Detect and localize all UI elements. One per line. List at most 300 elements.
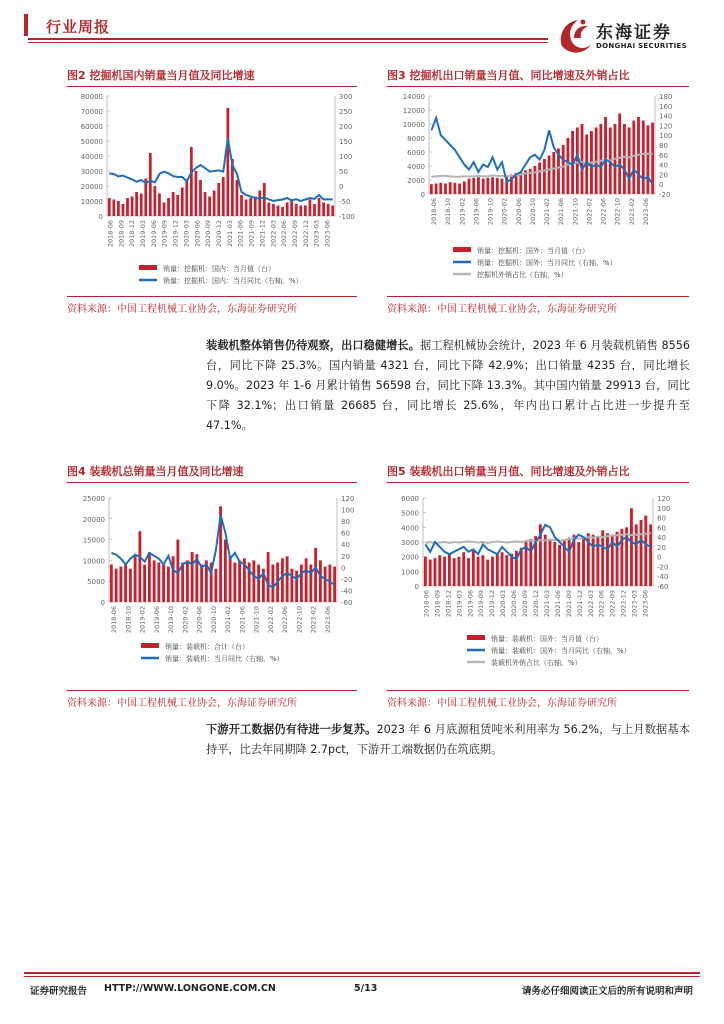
fig3-left-tick: 4000: [407, 163, 425, 171]
fig4-bar: [238, 560, 241, 602]
fig4-x-tick-label: 2020-02: [181, 606, 190, 634]
fig5-x-tick-label: 2018-12: [444, 590, 453, 618]
fig5-bar: [434, 558, 437, 586]
fig4-bar: [191, 552, 194, 602]
fig2-x-tick-label: 2022-03: [269, 220, 278, 248]
fig3-bar: [453, 183, 456, 194]
fig4-title-rule: [67, 482, 357, 483]
fig2-bar: [304, 206, 307, 217]
fig5-x-tick-label: 2021-06: [553, 590, 562, 618]
fig4-x-tick-label: 2021-10: [252, 606, 261, 634]
fig3-bar: [468, 179, 471, 194]
fig3-legend-label: 销量：挖掘机：国外：当月同比（右轴，%）: [477, 259, 617, 267]
fig2-x-tick-label: 2022-09: [291, 220, 299, 248]
fig4-right-tick: -20: [341, 575, 353, 584]
fig4-bar: [224, 540, 227, 602]
donghai-logo-icon: [556, 16, 594, 56]
fig2-x-tick-label: 2020-06: [193, 220, 202, 248]
fig4-right-tick: 120: [341, 495, 355, 503]
fig2-left-tick: 50000: [80, 138, 103, 146]
fig2-bar: [140, 194, 143, 217]
fig2-left-tick: 60000: [80, 123, 103, 131]
fig3-right-tick: -20: [659, 191, 671, 199]
fig4-x-tick-label: 2018-06: [110, 606, 119, 634]
fig2-source-rule: [67, 296, 357, 297]
fig4-right-tick: 100: [341, 506, 355, 515]
fig5-legend-swatch: [467, 635, 485, 640]
fig3-x-tick-label: 2021-06: [557, 198, 566, 226]
fig4-bar: [257, 565, 260, 602]
fig2-bar: [327, 204, 330, 216]
fig4-x-tick-label: 2018-10: [124, 606, 133, 634]
fig5-x-tick-label: 2022-06: [597, 590, 606, 618]
fig5-right-tick: 80: [657, 514, 666, 523]
fig2-bar: [322, 203, 325, 217]
fig5-left-tick: 3000: [401, 539, 419, 547]
fig5-bar: [630, 508, 633, 586]
fig2-right-tick: 0: [339, 183, 344, 191]
fig5-right-tick: 40: [657, 534, 666, 543]
fig2-x-tick-label: 2021-06: [236, 220, 245, 248]
fig5-left-tick: 6000: [401, 495, 419, 503]
fig2-x-tick-label: 2022-12: [301, 220, 310, 248]
fig5-x-tick-label: 2019-12: [488, 590, 497, 618]
fig4-bar: [252, 560, 255, 602]
fig2-bar: [158, 194, 161, 217]
fig2-x-tick-label: 2018-12: [128, 220, 137, 248]
fig2-chart: [67, 88, 359, 288]
fig2-bar: [281, 207, 284, 216]
fig5-chart: [387, 486, 689, 682]
fig5-right-tick: 120: [657, 495, 671, 503]
fig3-right-tick: 0: [659, 181, 664, 190]
fig4-left-tick: 10000: [82, 557, 105, 566]
fig4-x-tick-label: 2019-06: [152, 606, 161, 634]
fig5-bar: [553, 542, 556, 586]
fig4-bar: [324, 567, 327, 602]
fig3-bar: [449, 182, 452, 194]
fig3-bar: [562, 145, 565, 194]
fig3-bar: [628, 128, 631, 195]
footer-report-label: 证券研究报告: [30, 986, 88, 997]
fig5-right-tick: -40: [657, 573, 669, 582]
fig3-title: 图3 挖掘机出口销量当月值、同比增速及外销占比: [387, 69, 630, 82]
fig2-source: 资料来源：中国工程机械工业协会，东海证券研究所: [67, 304, 297, 315]
fig3-left-tick: 0: [420, 191, 425, 199]
fig2-bar: [190, 147, 193, 216]
fig4-bar: [181, 562, 184, 602]
fig3-bar: [444, 184, 447, 195]
fig3-source-rule: [387, 296, 689, 297]
fig2-bar: [195, 171, 198, 216]
fig5-bar: [606, 533, 609, 586]
fig4-right-tick: 40: [341, 541, 350, 550]
fig2-bar: [208, 197, 211, 217]
fig5-right-tick: 0: [657, 553, 662, 562]
fig5-bar: [462, 552, 465, 586]
fig3-left-tick: 8000: [407, 135, 425, 143]
fig4-bar: [110, 565, 113, 602]
fig4-x-tick-label: 2021-02: [224, 606, 233, 634]
fig4-bar: [186, 560, 189, 602]
fig3-title-rule: [387, 86, 689, 87]
fig5-legend-label: 销量：装载机：国外：当月值（台）: [491, 635, 603, 643]
fig2-x-tick-label: 2021-03: [225, 220, 234, 248]
fig4-x-tick-label: 2021-06: [238, 606, 247, 634]
fig2-bar: [249, 198, 252, 216]
fig5-bar: [549, 539, 552, 586]
fig5-x-tick-label: 2020-09: [521, 590, 530, 618]
fig5-bar: [644, 516, 647, 586]
fig5-x-tick-label: 2021-12: [575, 590, 584, 618]
fig2-legend-swatch: [139, 265, 157, 270]
paragraph-loader-sales-lead: 装载机整体销售仍待观察，出口稳健增长。: [206, 339, 420, 352]
fig3-right-tick: 40: [659, 161, 668, 170]
fig5-bar: [453, 558, 456, 586]
fig3-x-tick-label: 2022-02: [585, 198, 594, 226]
fig5-bar: [496, 554, 499, 586]
fig3-right-tick: 80: [659, 142, 668, 150]
fig3-left-tick: 6000: [407, 149, 425, 157]
fig3-bar: [552, 152, 555, 194]
fig5-right-tick: 100: [657, 504, 671, 513]
fig2-bar: [176, 195, 179, 216]
fig5-legend-label: 装载机外销占比（右轴，%）: [491, 659, 582, 667]
fig4-right-tick: 20: [341, 552, 350, 561]
fig5-bar: [620, 529, 623, 586]
fig3-x-tick-label: 2022-06: [599, 198, 608, 226]
fig5-bar: [640, 520, 643, 586]
fig5-bar: [558, 545, 561, 586]
header-accent-bar: [24, 14, 28, 36]
fig4-bar: [314, 548, 317, 602]
fig5-x-tick-label: 2021-09: [564, 590, 573, 618]
fig3-bar: [491, 177, 494, 194]
fig3-legend-label: 销量：挖掘机：国外：当月值（台）: [477, 247, 589, 255]
fig3-bar: [496, 178, 499, 194]
fig5-bar: [438, 555, 441, 586]
fig5-x-tick-label: 2022-09: [608, 590, 617, 618]
fig3-right-tick: 180: [659, 93, 673, 101]
fig4-legend-swatch: [141, 643, 159, 648]
fig5-bar: [424, 557, 427, 586]
fig5-x-tick-label: 2019-03: [455, 590, 464, 618]
fig2-bar: [263, 183, 266, 216]
fig5-bar: [510, 554, 513, 586]
fig5-source: 资料来源：中国工程机械工业协会，东海证券研究所: [387, 698, 617, 709]
fig3-bar: [548, 156, 551, 195]
fig5-title-rule: [387, 482, 689, 483]
fig5-x-tick-label: 2023-03: [630, 590, 639, 618]
logo-english-name: DONGHAI SECURITIES: [596, 42, 687, 50]
fig2-x-tick-label: 2018-09: [117, 220, 126, 248]
fig2-bar: [185, 182, 188, 217]
fig5-right-tick: -60: [657, 583, 669, 591]
fig4-right-tick: 0: [341, 564, 346, 573]
fig4-bar: [295, 571, 298, 602]
fig4-bar: [305, 558, 308, 602]
fig3-bar: [463, 181, 466, 194]
fig2-bar: [167, 198, 170, 216]
fig5-bar: [477, 557, 480, 586]
fig3-bar: [538, 163, 541, 195]
fig2-bar: [217, 183, 220, 216]
fig4-legend-label: 销量：装载机：当月同比（右轴，%）: [165, 655, 284, 663]
fig5-x-tick-label: 2018-06: [422, 590, 431, 618]
fig4-bar: [157, 562, 160, 602]
fig5-bar: [501, 552, 504, 586]
fig4-x-tick-label: 2022-06: [281, 606, 290, 634]
fig2-bar: [295, 204, 298, 216]
fig5-bar: [429, 560, 432, 586]
fig4-x-tick-label: 2019-02: [138, 606, 147, 634]
fig3-legend-swatch: [453, 247, 471, 252]
fig3-bar: [458, 184, 461, 195]
fig3-right-tick: 20: [659, 171, 668, 180]
fig3-left-tick: 14000: [402, 93, 425, 101]
fig2-x-tick-label: 2021-09: [247, 220, 256, 248]
fig2-bar: [309, 200, 312, 217]
fig2-bar: [299, 206, 302, 217]
fig2-bar: [226, 108, 229, 216]
fig2-left-tick: 0: [98, 213, 103, 221]
fig5-bar: [568, 538, 571, 586]
fig4-left-tick: 5000: [87, 578, 105, 587]
fig2-bar: [222, 177, 225, 216]
fig3-x-tick-label: 2023-06: [641, 198, 650, 226]
fig5-bar: [448, 554, 451, 586]
fig2-bar: [245, 200, 248, 217]
fig2-x-tick-label: 2022-06: [280, 220, 289, 248]
fig3-right-tick: 140: [659, 112, 673, 121]
fig2-bar: [117, 201, 120, 216]
fig2-legend-label: 销量：挖掘机：国内：当月同比（右轴，%）: [163, 277, 303, 285]
fig5-bar: [443, 557, 446, 586]
fig2-bar: [213, 191, 216, 217]
fig2-yoy-line: [109, 138, 332, 201]
fig4-bar: [172, 556, 175, 602]
fig2-bar: [277, 206, 280, 217]
fig2-bar: [313, 204, 316, 216]
fig3-bar: [647, 125, 650, 194]
fig5-x-tick-label: 2019-09: [477, 590, 486, 618]
fig2-bar: [135, 192, 138, 216]
fig4-bar: [290, 569, 293, 602]
fig5-source-rule: [387, 690, 689, 691]
fig2-bar: [272, 204, 275, 216]
fig2-x-tick-label: 2023-03: [312, 220, 321, 248]
fig4-chart: [67, 486, 359, 682]
footer-disclaimer: 请务必仔细阅读正文后的所有说明和声明: [522, 986, 694, 997]
fig3-x-tick-label: 2020-06: [514, 198, 523, 226]
fig5-bar: [472, 551, 475, 586]
fig5-bar: [616, 532, 619, 586]
paragraph-downstream-body: 2023 年 6 月底源租赁吨米利用率为 56.2%，与上月数据基本持平，比去年同期降 2.7pct，下游开工端数据仍在筑底期。: [206, 723, 690, 756]
fig3-x-tick-label: 2020-10: [528, 198, 537, 226]
fig2-bar: [236, 180, 239, 216]
fig4-x-tick-label: 2022-10: [295, 606, 304, 634]
fig2-x-tick-label: 2020-12: [215, 220, 223, 248]
fig2-x-tick-label: 2019-09: [160, 220, 169, 248]
fig4-left-tick: 15000: [82, 536, 105, 545]
fig4-right-tick: -60: [341, 599, 353, 607]
fig3-bar: [618, 114, 621, 195]
fig2-x-tick-label: 2021-12: [258, 220, 267, 248]
brand-logo: [556, 16, 706, 60]
paragraph-downstream-lead: 下游开工数据仍有待进一步复苏。: [206, 723, 377, 736]
fig5-x-tick-label: 2021-03: [542, 590, 551, 618]
fig4-bar: [119, 567, 122, 602]
fig2-title-rule: [67, 86, 357, 87]
report-type-title: 行业周报: [46, 18, 111, 36]
footer-rule-thin: [24, 976, 700, 977]
fig4-bar: [214, 569, 217, 602]
fig5-bar: [505, 555, 508, 586]
fig4-x-tick-label: 2023-02: [309, 606, 318, 634]
fig3-right-tick: 60: [659, 151, 668, 160]
fig5-legend-label: 销量：装载机：国外：当月同比（右轴，%）: [491, 647, 631, 655]
fig5-bar: [491, 557, 494, 586]
fig2-bar: [258, 191, 261, 217]
fig4-bar: [229, 556, 232, 602]
fig3-x-tick-label: 2021-10: [571, 198, 580, 226]
fig4-bar: [124, 565, 127, 602]
fig4-bar: [319, 560, 322, 602]
fig5-bar: [582, 539, 585, 586]
fig3-bar: [486, 178, 489, 194]
fig4-bar: [200, 565, 203, 602]
fig2-right-tick: 250: [339, 108, 353, 116]
fig5-bar: [544, 535, 547, 586]
fig4-bar: [138, 531, 141, 602]
fig3-bar: [599, 124, 602, 194]
fig2-right-tick: 200: [339, 123, 353, 131]
fig5-left-tick: 5000: [401, 509, 419, 518]
fig2-left-tick: 80000: [80, 93, 103, 101]
fig5-right-tick: 60: [657, 524, 666, 533]
fig3-bar: [501, 179, 504, 194]
fig4-bar: [153, 560, 156, 602]
fig3-bar: [623, 124, 626, 194]
fig2-bar: [254, 197, 257, 217]
fig5-x-tick-label: 2023-06: [641, 590, 650, 618]
fig3-x-tick-label: 2018-06: [430, 198, 439, 226]
fig5-bar: [592, 535, 595, 586]
fig2-left-tick: 40000: [80, 153, 103, 161]
fig3-left-tick: 2000: [407, 177, 425, 185]
fig3-bar: [439, 183, 442, 194]
fig2-bar: [122, 204, 125, 216]
fig5-left-tick: 4000: [401, 524, 419, 533]
fig2-x-tick-label: 2020-09: [204, 220, 213, 248]
fig3-x-tick-label: 2019-10: [486, 198, 495, 226]
fig2-bar: [181, 188, 184, 217]
fig4-x-tick-label: 2020-06: [195, 606, 204, 634]
fig5-right-tick: 20: [657, 543, 666, 552]
fig4-x-tick-label: 2022-02: [266, 606, 275, 634]
fig3-bar: [472, 178, 475, 194]
fig5-x-tick-label: 2019-06: [466, 590, 475, 618]
fig4-bar: [148, 552, 151, 602]
fig5-left-tick: 0: [414, 583, 419, 591]
fig5-x-tick-label: 2020-12: [532, 590, 540, 618]
fig2-bar: [172, 192, 175, 216]
fig3-x-tick-label: 2021-02: [543, 198, 552, 226]
fig3-bar: [632, 121, 635, 195]
fig5-x-tick-label: 2018-09: [433, 590, 442, 618]
fig4-bar: [143, 565, 146, 602]
fig4-left-tick: 20000: [82, 515, 105, 524]
fig2-x-tick-label: 2018-06: [106, 220, 115, 248]
fig4-left-tick: 25000: [82, 495, 105, 503]
fig4-x-tick-label: 2019-10: [167, 606, 176, 634]
footer-website-link[interactable]: HTTP://WWW.LONGONE.COM.CN: [104, 983, 276, 994]
fig5-right-tick: -20: [657, 563, 669, 572]
fig3-x-tick-label: 2018-10: [444, 198, 453, 226]
fig4-legend-label: 销量：装载机：合计（台）: [165, 643, 249, 651]
fig5-x-tick-label: 2020-06: [510, 590, 519, 618]
fig5-bar: [601, 530, 604, 586]
fig5-bar: [481, 555, 484, 586]
fig4-source-rule: [67, 690, 357, 691]
fig5-x-tick-label: 2020-03: [499, 590, 508, 618]
fig2-x-tick-label: 2019-06: [149, 220, 158, 248]
fig2-right-tick: 100: [339, 153, 353, 161]
fig2-bar: [199, 180, 202, 216]
fig3-bar: [581, 124, 584, 194]
fig2-bar: [240, 195, 243, 216]
paragraph-downstream: [206, 720, 690, 760]
fig4-bar: [167, 567, 170, 602]
fig2-bar: [131, 197, 134, 217]
paragraph-loader-sales: [206, 336, 690, 436]
fig2-right-tick: -100: [339, 213, 355, 221]
fig3-legend-label: 挖掘机外销占比（右轴，%）: [477, 271, 568, 279]
fig5-bar: [486, 560, 489, 586]
fig5-bar: [529, 539, 532, 586]
fig2-title: 图2 挖掘机国内销量当月值及同比增速: [67, 69, 255, 82]
fig2-bar: [126, 198, 129, 216]
fig2-right-tick: 300: [339, 93, 353, 101]
fig3-x-tick-label: 2020-02: [500, 198, 509, 226]
fig2-left-tick: 70000: [80, 108, 103, 116]
fig5-bar: [467, 558, 470, 586]
fig5-x-tick-label: 2022-12: [619, 590, 628, 618]
footer-rule: [24, 972, 700, 974]
fig2-bar: [204, 192, 207, 216]
fig3-right-tick: 120: [659, 122, 673, 131]
fig3-right-tick: 100: [659, 132, 673, 141]
fig4-bar: [281, 558, 284, 602]
fig4-bar: [162, 565, 165, 602]
fig4-bar: [271, 565, 274, 602]
fig3-x-tick-label: 2019-02: [458, 198, 467, 226]
fig4-bar: [134, 556, 137, 602]
fig4-bar: [309, 565, 312, 602]
fig3-bar: [604, 117, 607, 194]
fig4-bar: [300, 565, 303, 602]
fig2-right-tick: -50: [339, 198, 351, 206]
fig4-left-tick: 0: [100, 599, 105, 607]
page-number: 5/13: [354, 983, 378, 994]
fig4-right-tick: -40: [341, 587, 353, 596]
fig4-bar: [233, 562, 236, 602]
fig2-left-tick: 10000: [80, 198, 103, 206]
fig4-source: 资料来源：中国工程机械工业协会，东海证券研究所: [67, 698, 297, 709]
fig4-x-tick-label: 2023-06: [323, 606, 332, 634]
fig5-x-tick-label: 2022-03: [586, 590, 595, 618]
fig3-left-tick: 12000: [402, 107, 425, 115]
